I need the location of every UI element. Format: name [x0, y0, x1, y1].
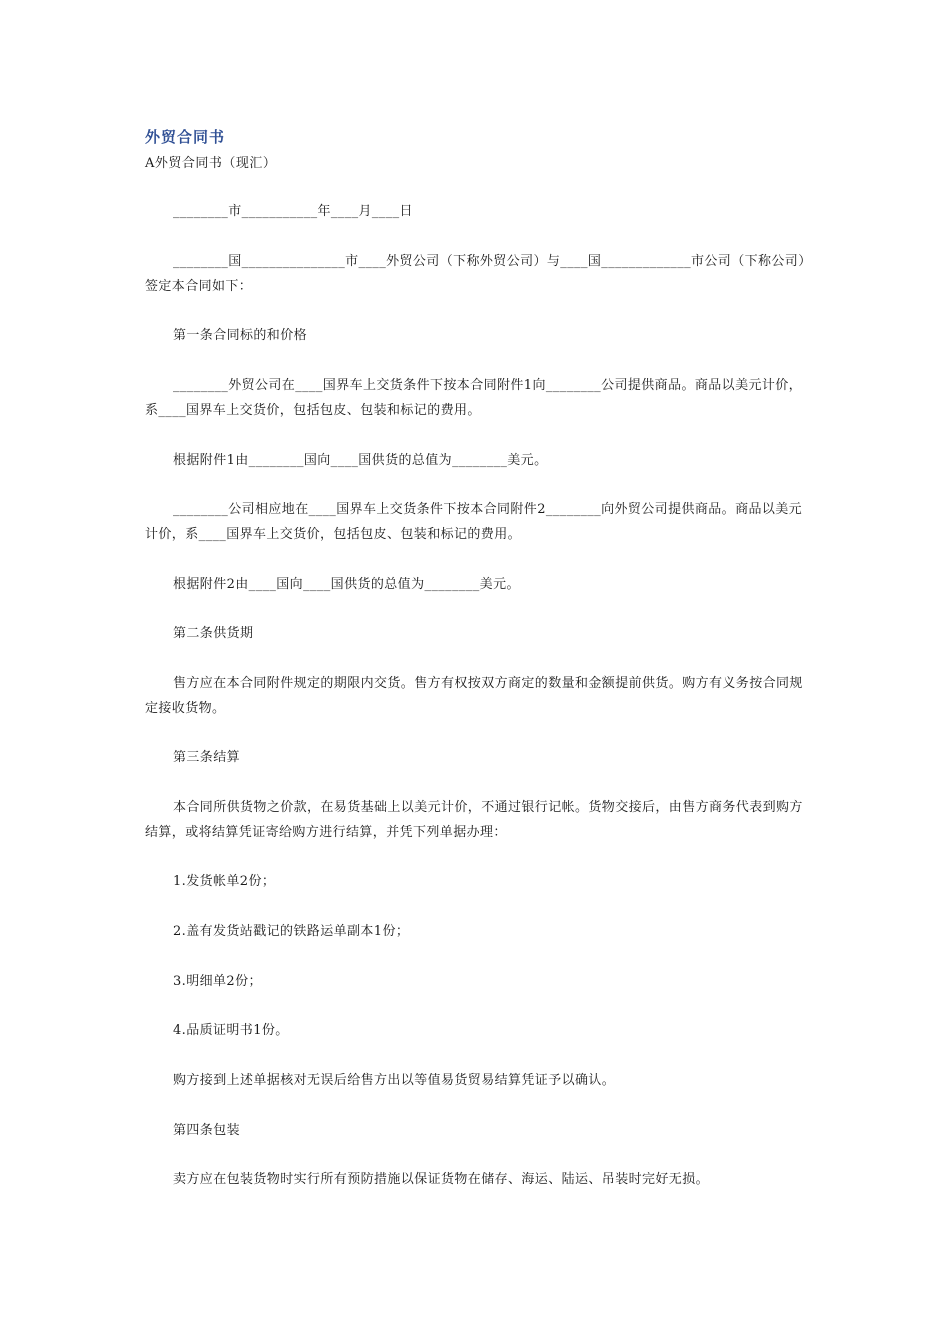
list-item: 1.发货帐单2份；: [173, 874, 276, 889]
article-4-paragraph: 卖方应在包装货物时实行所有预防措施以保证货物在储存、海运、陆运、吊装时完好无损。: [173, 1172, 710, 1187]
article-1-paragraph-4: 根据附件2由____国向____国供货的总值为________美元。: [173, 577, 520, 592]
document-title: 外贸合同书: [145, 128, 226, 146]
document-subtitle: A外贸合同书（现汇）: [145, 156, 277, 171]
list-item: 3.明细单2份；: [173, 974, 262, 989]
list-item: 2.盖有发货站戳记的铁路运单副本1份；: [173, 924, 410, 939]
date-line: ________市___________年____月____日: [173, 204, 413, 219]
article-1-paragraph-3: ________公司相应地在____国界车上交货条件下按本合同附件2________向外贸公司提供商品。商品以美元计价，系____国界车上交货价，包括包皮、包装和标记的费用。: [145, 502, 803, 542]
article-4-heading: 第四条包装: [173, 1123, 241, 1138]
article-1-heading: 第一条合同标的和价格: [173, 328, 308, 343]
article-3-confirmation: 购方接到上述单据核对无误后给售方出以等值易货贸易结算凭证予以确认。: [173, 1073, 616, 1088]
article-3-paragraph: 本合同所供货物之价款，在易货基础上以美元计价，不通过银行记帐。货物交接后，由售方商务代表到购方结算，或将结算凭证寄给购方进行结算，并凭下列单据办理：: [145, 800, 803, 840]
article-1-paragraph-2: 根据附件1由________国向____国供货的总值为________美元。: [173, 453, 548, 468]
article-2-paragraph: 售方应在本合同附件规定的期限内交货。售方有权按双方商定的数量和金额提前供货。购方有义务按合同规定接收货物。: [145, 676, 803, 716]
list-item: 4.品质证明书1份。: [173, 1023, 289, 1038]
article-3-heading: 第三条结算: [173, 750, 241, 765]
parties-paragraph: ________国_______________市____外贸公司（下称外贸公司）与____国_____________市公司（下称公司）签定本合同如下：: [145, 254, 806, 294]
article-2-heading: 第二条供货期: [173, 626, 254, 641]
article-1-paragraph-1: ________外贸公司在____国界车上交货条件下按本合同附件1向________公司提供商品。商品以美元计价，系____国界车上交货价，包括包皮、包装和标记的费用。: [145, 378, 803, 418]
